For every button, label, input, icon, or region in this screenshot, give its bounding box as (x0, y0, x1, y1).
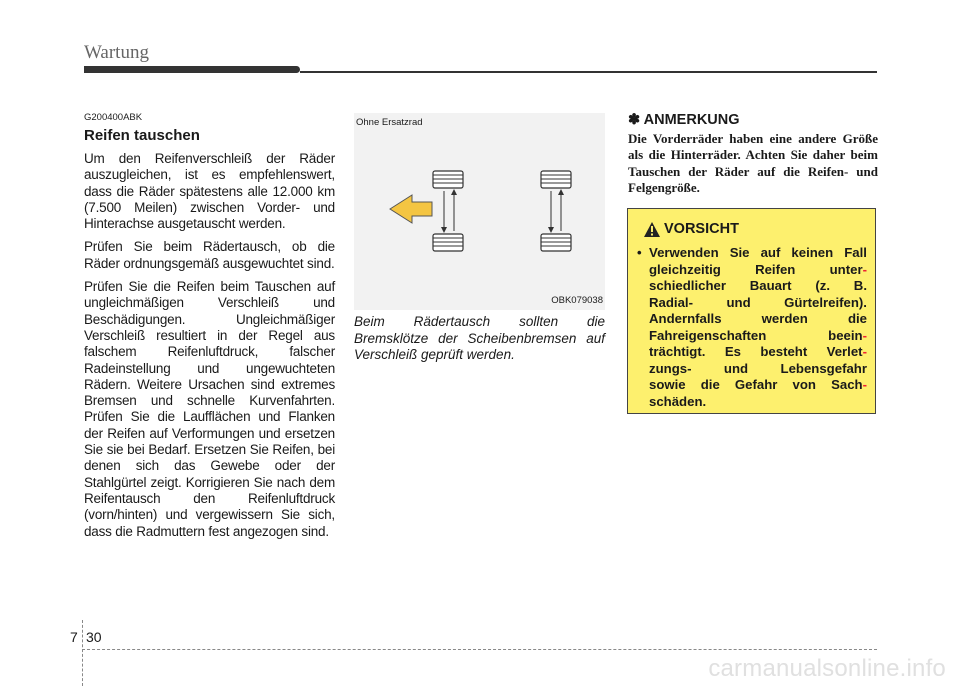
caution-word: und (723, 360, 749, 376)
forward-arrow-icon (390, 195, 432, 223)
caution-text (637, 245, 867, 410)
figure-label: Ohne Ersatzrad (356, 117, 423, 128)
tire-rotation-figure (354, 113, 605, 310)
paragraph: Um den Reifenverschleiß der Räder auszugleichen, ist es empfehlenswert, dass die Räder spätestens alle 12.000 km (7.500 Meilen) zwischen Vorder- und Hinterachse ausgetauscht werden. (84, 151, 335, 232)
caution-word: von (792, 377, 816, 392)
note-symbol-icon: ✽ (628, 112, 641, 128)
footer-rule (82, 649, 877, 650)
caution-word: Gürtelreifen). (784, 294, 867, 310)
caution-line (649, 245, 867, 262)
caution-word: Verlet- (826, 344, 867, 359)
header-rule (300, 71, 877, 73)
section-code: G200400ABK (84, 112, 143, 123)
figure-caption: Beim Rädertausch sollten die Bremsklötze der Scheibenbremsen auf Verschleiß geprüft werden. (354, 314, 605, 362)
bullet: • (637, 245, 642, 260)
paragraph: Prüfen Sie beim Rädertausch, ob die Räder ordnungsgemäß ausgewuchtet sind. (84, 239, 335, 271)
caution-word: unter- (829, 261, 867, 277)
caution-word: Andernfalls (649, 311, 722, 326)
caution-word: werden (761, 311, 808, 326)
section-title: Reifen tauschen (84, 127, 200, 144)
caution-word: (z. (815, 278, 830, 293)
header-bar (84, 66, 300, 73)
caution-word: Verwenden (649, 245, 719, 260)
caution-word: zungs- (649, 360, 692, 376)
note-text: Die Vorderräder haben eine andere Größe als die Hinterräder. Achten Sie daher beim Tauschen der Räder auf die Reifen- und Felgengröße. (628, 131, 878, 195)
caution-word: Bauart (749, 278, 792, 293)
caution-word: auf (760, 245, 781, 260)
caution-word: Fall (844, 245, 867, 260)
warning-triangle-icon (644, 222, 660, 237)
chapter-number: 7 (70, 629, 78, 645)
hyphen: - (862, 327, 867, 343)
left-rear-tire-icon (433, 234, 463, 251)
left-front-tire-icon (433, 171, 463, 188)
caution-line (649, 311, 867, 328)
caution-word: die (847, 311, 867, 326)
caution-word: schäden. (649, 393, 707, 409)
caution-word: Reifen (755, 261, 796, 277)
tire-rotation-diagram (354, 113, 605, 310)
footer-divider (82, 620, 84, 686)
paragraph: Prüfen Sie die Reifen beim Tauschen auf ungleichmäßigen Verschleiß und Beschädigungen. Ungleichmäßiger Verschleiß resultiert in der Regel aus falschem Reifenluftdruck, falscher Radeinstellung und ungewuchteten Rädern. Weitere Ursachen sind extremes Bremsen und schnelle Kurvenfahrten. Prüfen Sie die Laufflächen und Flanken der Reifen auf Verformungen und ersetzen Sie sie bei Bedarf. Ersetzen Sie Reifen, bei denen sich das Gewebe oder der Stahlgürtel zeigt. Korrigieren Sie nach dem Reifentausch den Reifenluftdruck (vorn/hinten) und vergewissern Sie sich, dass die Radmuttern fest angezogen sind. (84, 279, 335, 539)
caution-word: besteht (760, 344, 808, 359)
caution-line (649, 262, 867, 279)
caution-line (649, 295, 867, 312)
caution-word: keinen (791, 245, 834, 260)
right-front-tire-icon (541, 171, 571, 188)
left-column (84, 112, 335, 547)
caution-box (627, 208, 876, 414)
note-heading (628, 112, 740, 128)
page-header-title: Wartung (84, 42, 149, 63)
right-rear-tire-icon (541, 234, 571, 251)
caution-word: B. (853, 278, 867, 293)
caution-line (649, 278, 867, 295)
caution-title: VORSICHT (664, 221, 739, 237)
page-number: 30 (86, 629, 102, 645)
caution-word: Es (724, 344, 741, 359)
hyphen: - (862, 344, 867, 359)
caution-word: Sach- (831, 377, 867, 392)
hyphen: - (862, 261, 867, 277)
caution-word: und (726, 294, 751, 310)
caution-word: Sie (729, 245, 750, 260)
caution-lines (649, 245, 867, 410)
caution-word: sowie (649, 377, 686, 392)
caution-word: Gefahr (734, 377, 778, 392)
caution-line (649, 361, 867, 378)
caution-word: Radial- (649, 294, 693, 310)
caution-line (649, 377, 867, 394)
caution-word: schiedlicher (649, 278, 726, 293)
caution-word: gleichzeitig (649, 261, 721, 277)
caution-line (649, 394, 867, 411)
watermark-text: carmanualsonline.info (708, 655, 946, 682)
caution-line (649, 328, 867, 345)
caution-line (649, 344, 867, 361)
note-title: ANMERKUNG (643, 112, 740, 128)
caution-word: die (700, 377, 720, 392)
caution-word: beein- (828, 327, 867, 343)
caution-word: Fahreigenschaften (649, 327, 767, 343)
caution-word: Lebensgefahr (780, 360, 867, 376)
figure-code: OBK079038 (551, 295, 603, 306)
hyphen: - (862, 377, 867, 392)
caution-word: trächtigt. (649, 344, 706, 359)
